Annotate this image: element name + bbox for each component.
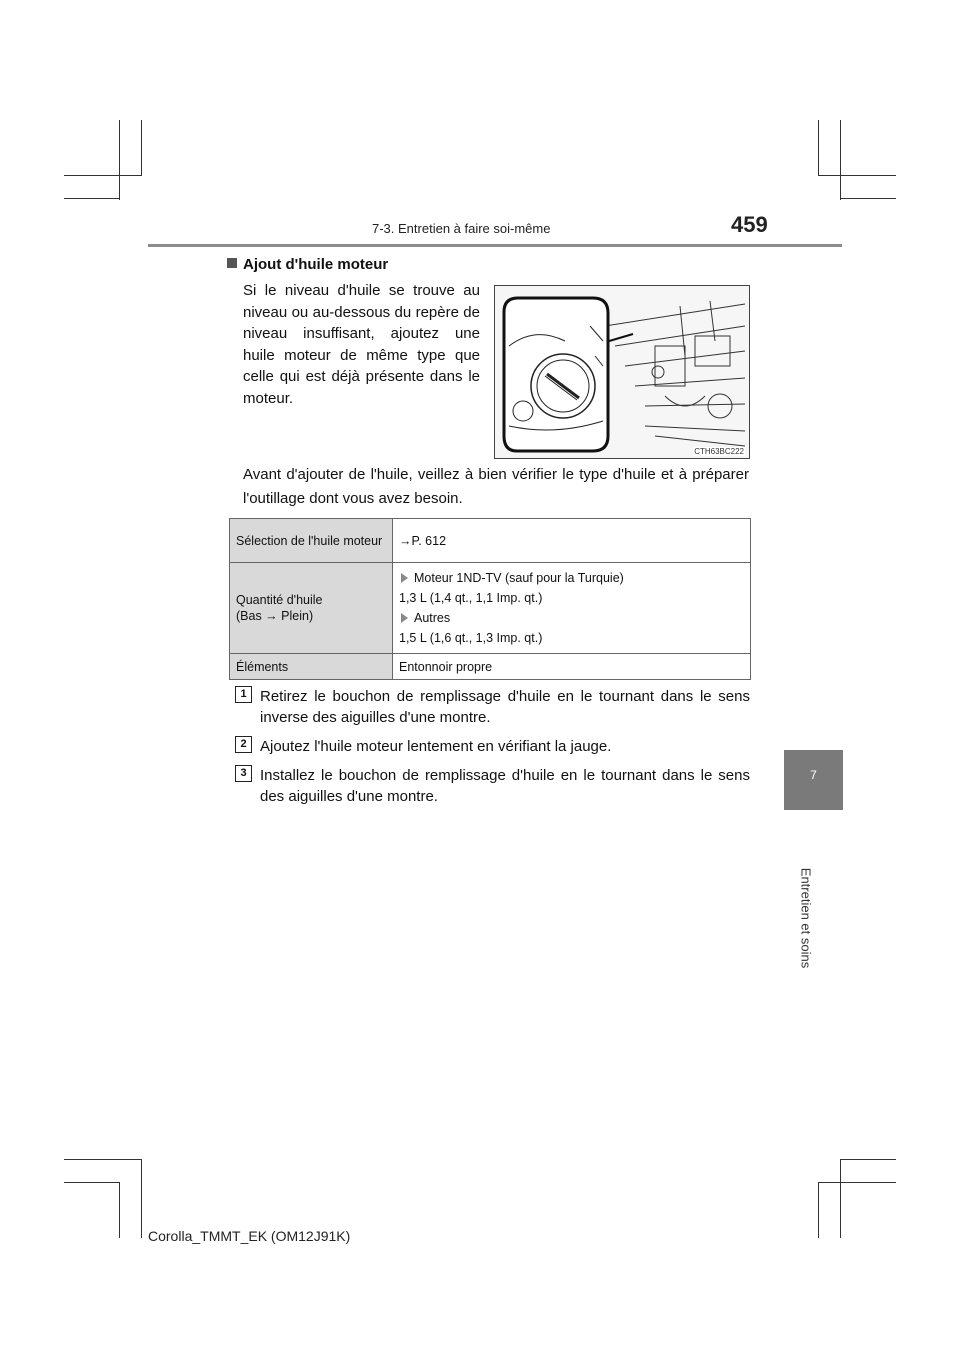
procedure-steps xyxy=(235,686,750,815)
table-value-items: Entonnoir propre xyxy=(393,654,751,680)
step-item xyxy=(235,765,750,807)
intro-text: Si le niveau d'huile se trouve au niveau ou au-dessous du repère de niveau insuffisant, ajoutez une huile moteur de même type que celle qui est déjà présente dans le moteur. xyxy=(243,282,480,407)
option-title: Autres xyxy=(414,611,451,625)
oil-quantity-range: (Bas → Plein) xyxy=(236,609,314,623)
step-text: Retirez le bouchon de remplissage d'huile en le tournant dans le sens inverse des aiguilles d'une montre. xyxy=(260,688,750,726)
table-label-items: Éléments xyxy=(230,654,393,680)
table-row xyxy=(230,519,751,563)
crop-mark xyxy=(119,1182,120,1238)
quantity-option-other xyxy=(399,609,744,627)
crop-mark xyxy=(64,1159,142,1160)
crop-mark xyxy=(64,175,142,176)
crop-mark xyxy=(141,120,142,176)
step-text: Ajoutez l'huile moteur lentement en vérifiant la jauge. xyxy=(260,738,612,755)
page-number: 459 xyxy=(731,212,768,237)
crop-mark xyxy=(818,1182,896,1183)
square-bullet-icon xyxy=(227,258,237,268)
quantity-value-1ndtv: 1,3 L (1,4 qt., 1,1 Imp. qt.) xyxy=(399,591,543,605)
crop-mark xyxy=(840,120,841,200)
engine-oil-cap-illustration xyxy=(494,285,750,459)
step-item xyxy=(235,686,750,728)
crop-mark xyxy=(840,1159,841,1238)
quantity-option-1ndtv xyxy=(399,569,744,587)
chapter-tab xyxy=(784,750,843,810)
crop-mark xyxy=(818,1182,819,1238)
crop-mark xyxy=(840,1159,896,1160)
step-item xyxy=(235,736,750,757)
step-number: 2 xyxy=(235,736,252,753)
section-title: 7-3. Entretien à faire soi-même xyxy=(372,221,551,236)
figure-code: CTH63BC222 xyxy=(694,447,744,456)
engine-bay-drawing xyxy=(495,286,750,459)
table-label-oil-quantity xyxy=(230,563,393,654)
crop-mark xyxy=(64,198,120,199)
quantity-value-other: 1,5 L (1,6 qt., 1,3 Imp. qt.) xyxy=(399,631,543,645)
triangle-bullet-icon xyxy=(401,573,408,583)
oil-specification-table xyxy=(229,518,751,680)
step-number: 1 xyxy=(235,686,252,703)
step-text: Installez le bouchon de remplissage d'huile en le tournant dans le sens des aiguilles d'une montre. xyxy=(260,767,750,805)
footer-model-code: Corolla_TMMT_EK (OM12J91K) xyxy=(148,1228,351,1244)
oil-quantity-label: Quantité d'huile xyxy=(236,593,323,607)
table-value-oil-selection: →P. 612 xyxy=(393,519,751,563)
step-number: 3 xyxy=(235,765,252,782)
crop-mark xyxy=(818,175,896,176)
table-label-oil-selection: Sélection de l'huile moteur xyxy=(230,519,393,563)
chapter-title: Entretien et soins xyxy=(798,867,814,969)
crop-mark xyxy=(818,120,819,176)
table-row xyxy=(230,654,751,680)
option-title: Moteur 1ND-TV (sauf pour la Turquie) xyxy=(414,571,624,585)
table-value-oil-quantity xyxy=(393,563,751,654)
chapter-number: 7 xyxy=(810,768,817,782)
crop-mark xyxy=(141,1159,142,1238)
triangle-bullet-icon xyxy=(401,613,408,623)
section-heading-text: Ajout d'huile moteur xyxy=(243,256,389,273)
header-divider xyxy=(148,244,842,247)
crop-mark xyxy=(840,198,896,199)
table-row xyxy=(230,563,751,654)
crop-mark xyxy=(119,120,120,200)
section-heading xyxy=(227,256,388,273)
preparation-paragraph: Avant d'ajouter de l'huile, veillez à bien vérifier le type d'huile et à préparer l'outillage dont vous avez besoin. xyxy=(243,466,749,507)
crop-mark xyxy=(64,1182,120,1183)
